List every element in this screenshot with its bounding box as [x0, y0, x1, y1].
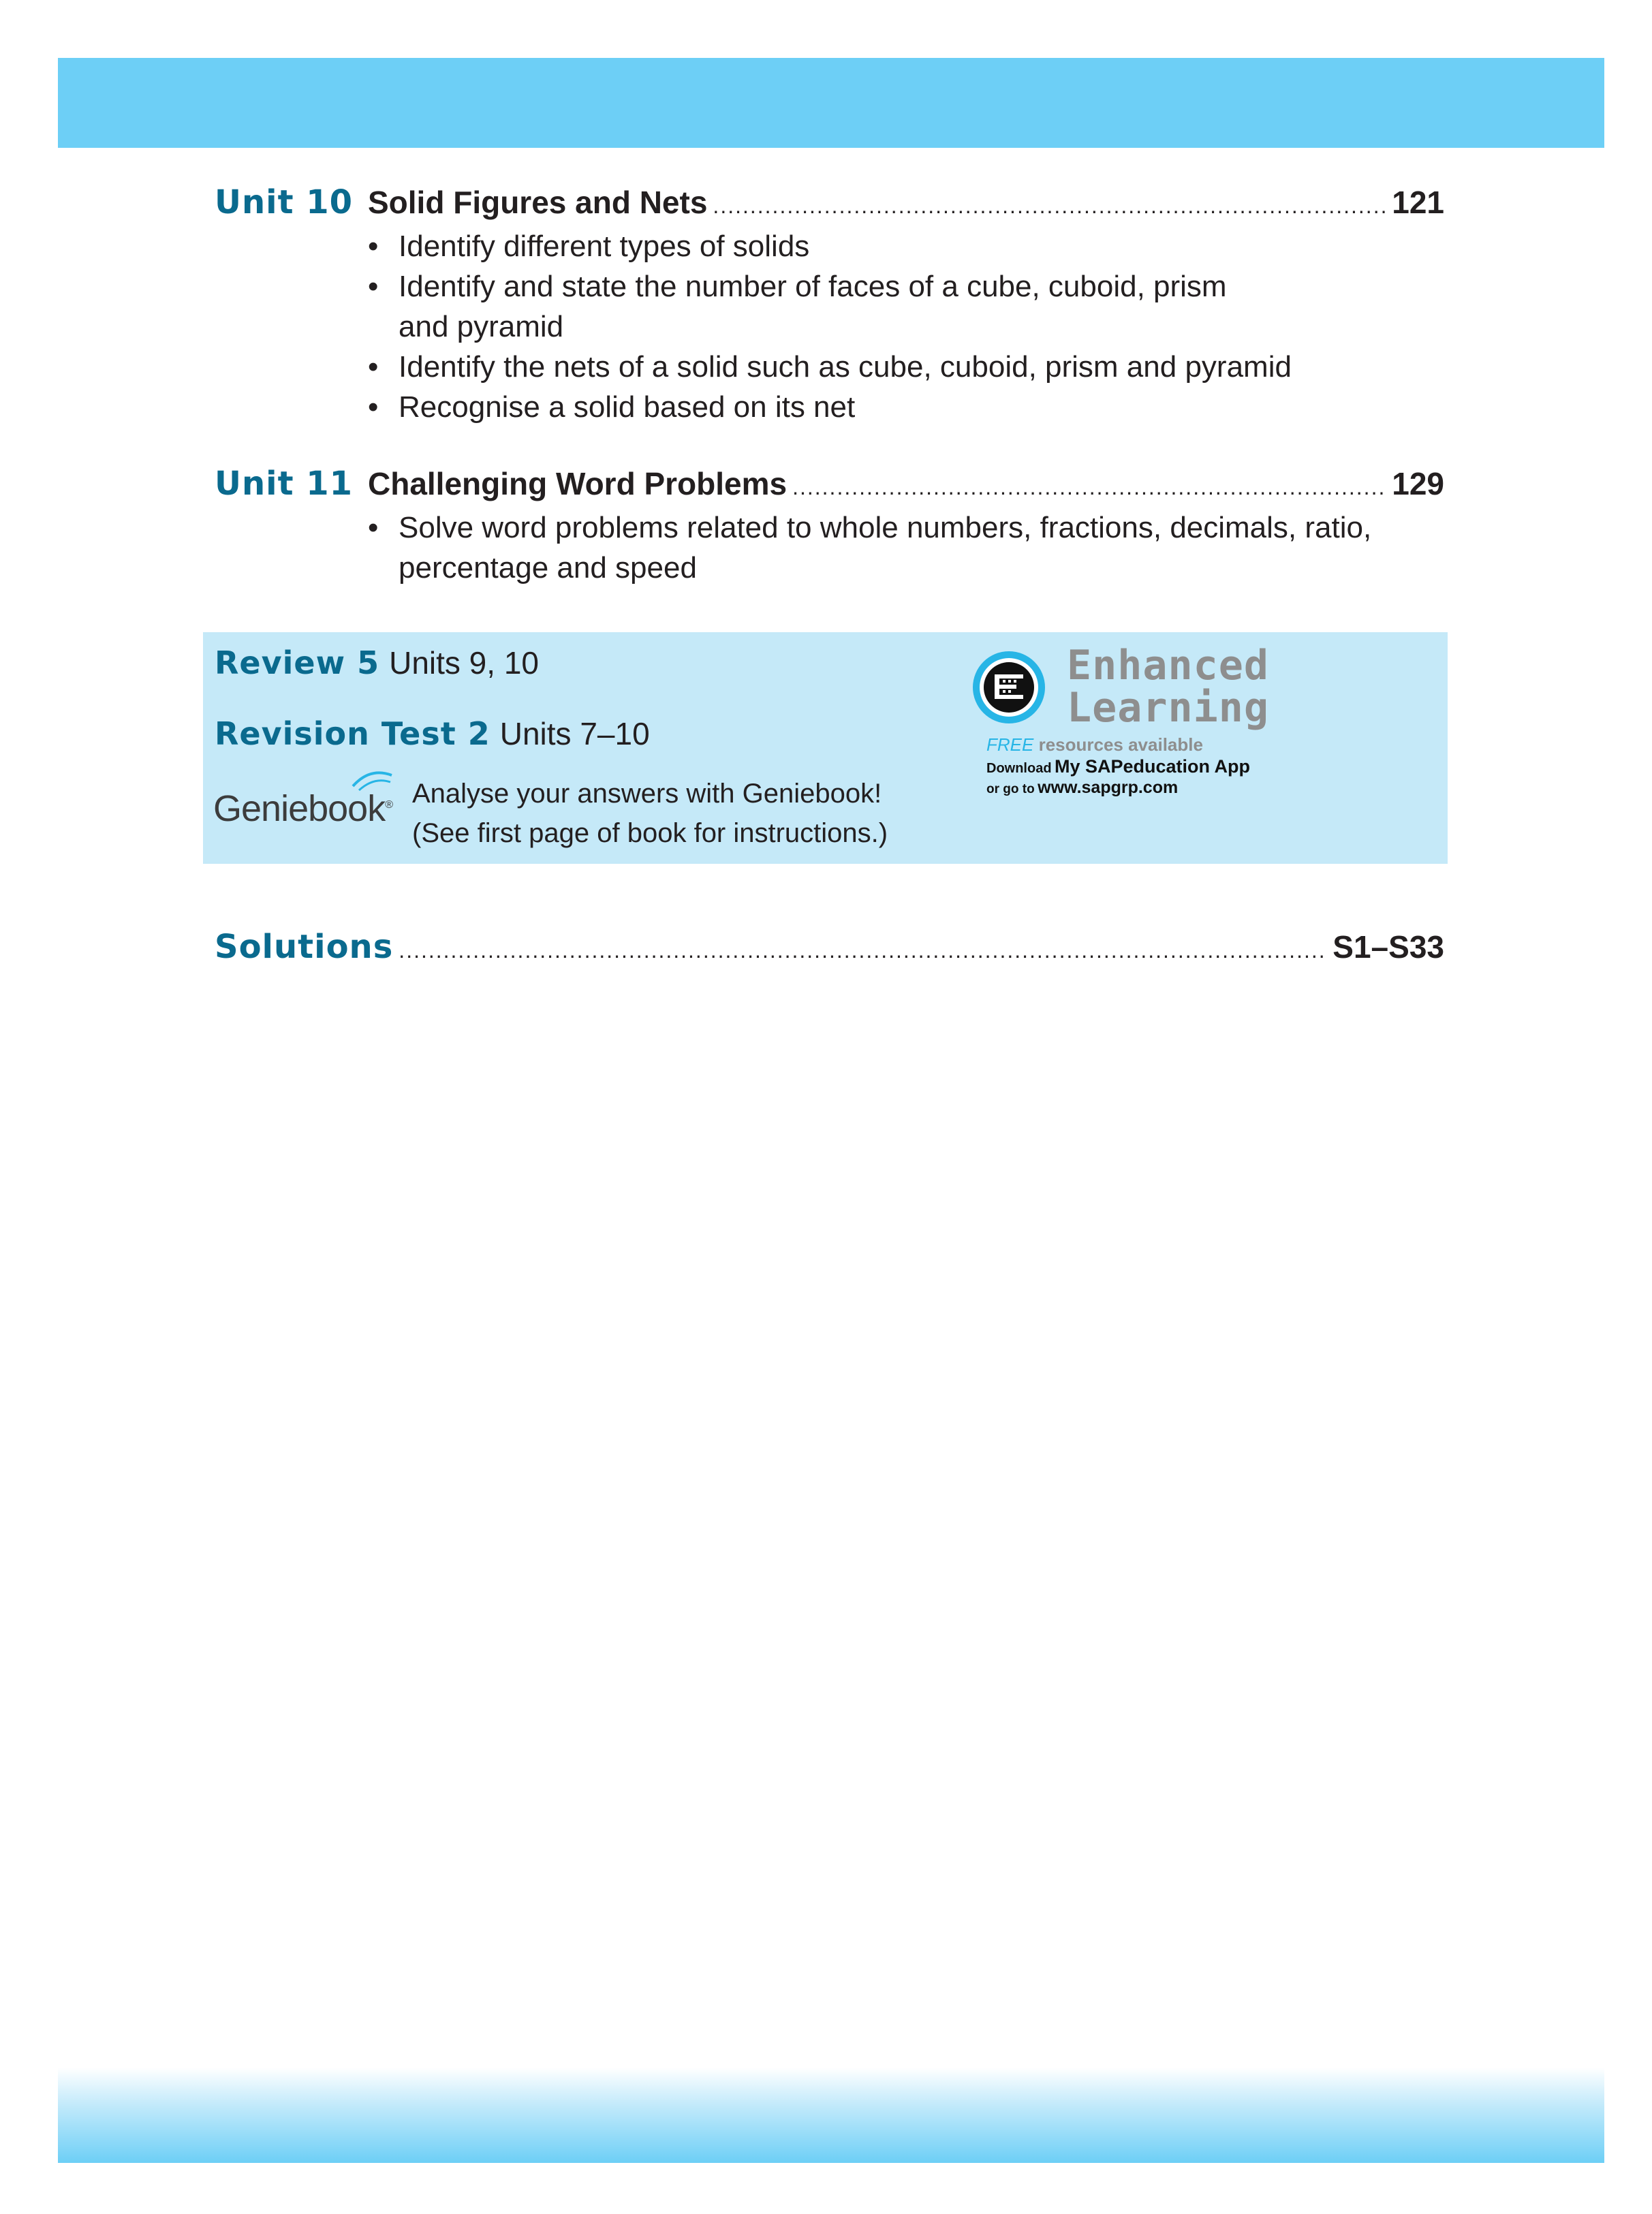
unit-page-number: 129: [1392, 466, 1444, 501]
enhanced-learning-title: Enhanced Learning: [1067, 642, 1269, 732]
toc-entry-solutions[interactable]: [215, 923, 1444, 971]
unit-objectives-list: [368, 226, 1444, 427]
objective-item: • Recognise a solid based on its net: [368, 387, 1444, 427]
dot-leader: [399, 926, 1327, 974]
review-section: [203, 632, 1448, 864]
dot-leader: [713, 182, 1386, 230]
top-header-band: [58, 58, 1604, 148]
geniebook-logo: [213, 775, 397, 830]
enhanced-learning-promo[interactable]: [973, 642, 1422, 797]
objective-item: • Solve word problems related to whole numbers, fractions, decimals, ratio, percentage and speed: [368, 508, 1444, 588]
geniebook-note: [412, 774, 888, 853]
unit-title: Solid Figures and Nets: [368, 185, 708, 220]
website-text[interactable]: or go to www.sapgrp.com: [986, 778, 1179, 797]
objective-item: • Identify different types of solids: [368, 226, 1444, 266]
unit-number: Unit 10: [215, 183, 354, 221]
revision-test-label: Revision Test 2: [215, 715, 490, 752]
geniebook-note-line: Analyse your answers with Geniebook!: [412, 779, 882, 809]
revision-test-2-entry[interactable]: [215, 715, 650, 752]
enhanced-learning-badge-icon: [973, 651, 1045, 723]
review-label: Review 5: [215, 644, 380, 681]
review-units: Units 9, 10: [389, 645, 539, 681]
unit-objectives-list: [368, 508, 1444, 588]
geniebook-note-line: (See first page of book for instructions.): [412, 818, 888, 848]
solutions-page-range: S1–S33: [1332, 929, 1444, 965]
toc-entry-unit-11[interactable]: [215, 460, 1444, 588]
toc-entry-unit-10[interactable]: [215, 178, 1444, 427]
unit-page-number: 121: [1392, 185, 1444, 220]
solutions-label: Solutions: [215, 928, 394, 966]
unit-number: Unit 11: [215, 465, 354, 503]
geniebook-wordmark: Geniebook®: [213, 788, 392, 829]
objective-item: • Identify and state the number of faces of a cube, cuboid, prism and pyramid: [368, 266, 1444, 347]
objective-item: • Identify the nets of a solid such as cube, cuboid, prism and pyramid: [368, 347, 1444, 387]
review-5-entry[interactable]: [215, 644, 539, 681]
bottom-footer-band: [58, 2068, 1604, 2163]
dot-leader: [792, 463, 1386, 511]
unit-title: Challenging Word Problems: [368, 466, 788, 501]
revision-test-units: Units 7–10: [499, 716, 650, 751]
free-resources-text: FREE resources available: [986, 734, 1203, 755]
download-app-text: Download My SAPeducation App: [986, 756, 1251, 777]
